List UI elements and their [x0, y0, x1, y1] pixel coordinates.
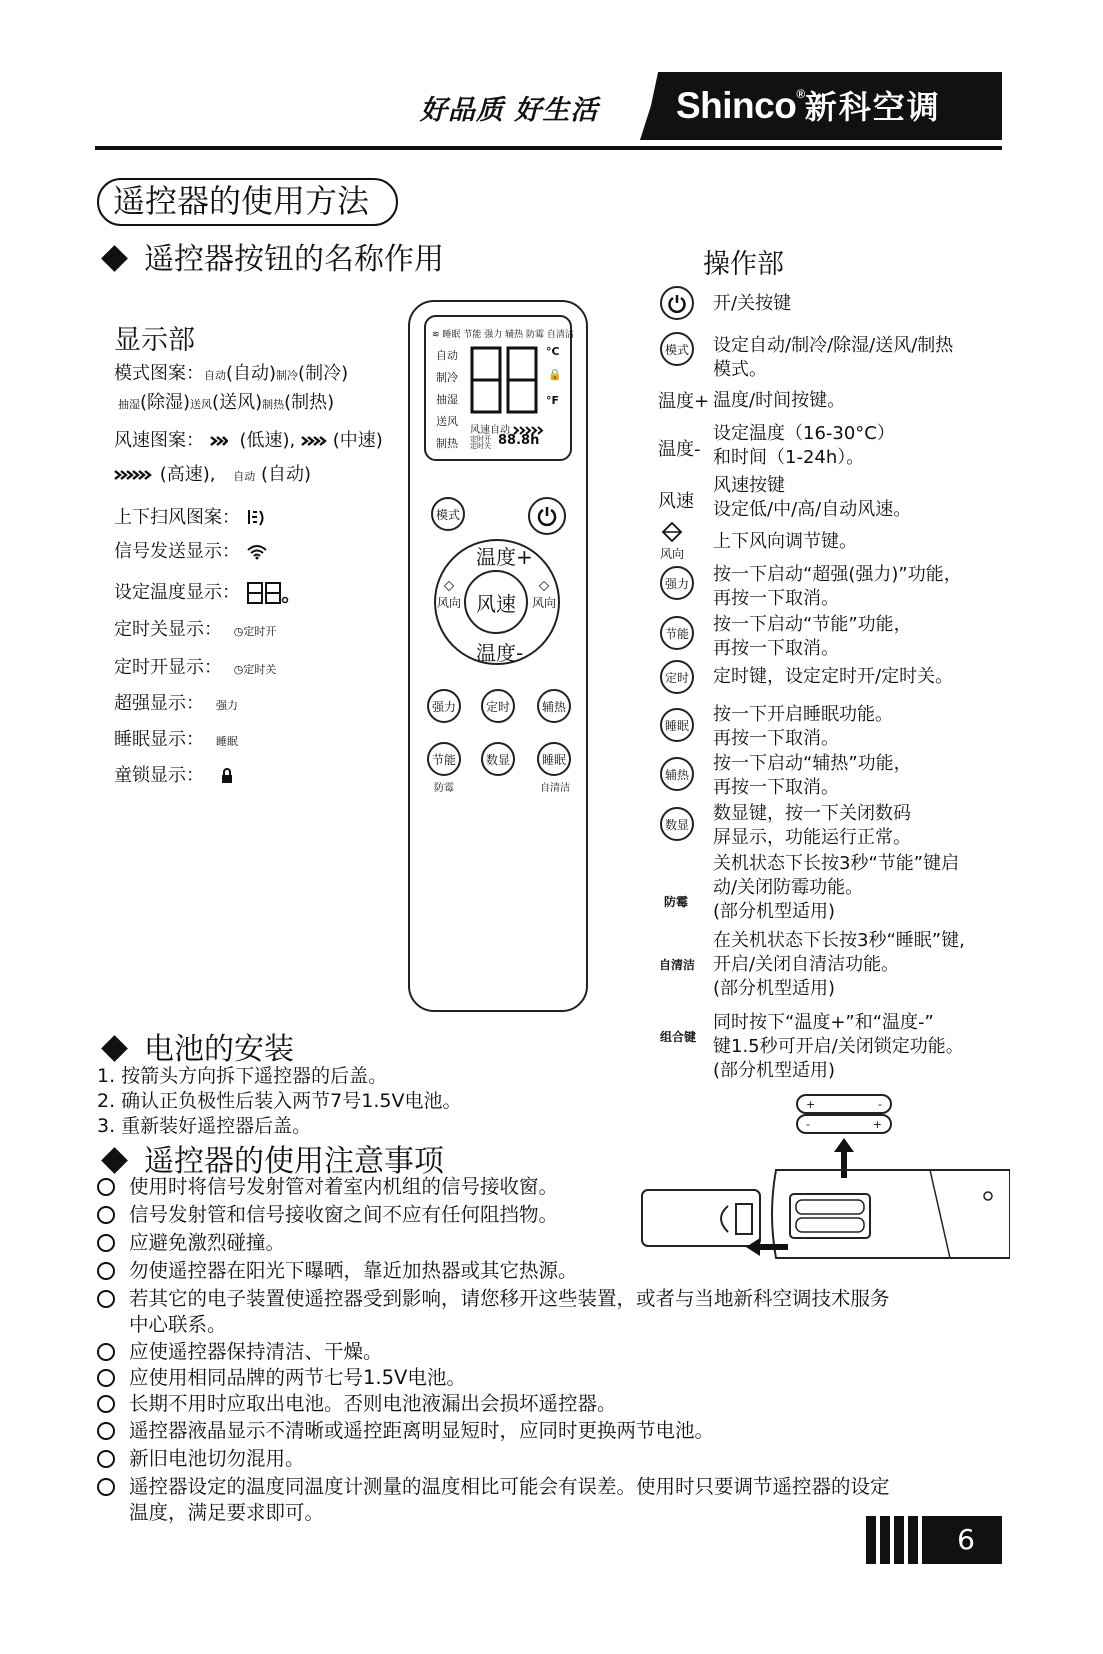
timer-button[interactable]: 定时: [481, 689, 515, 723]
power-icon: [536, 505, 558, 527]
note-item: 遥控器液晶显示不清晰或遥控距离明显短时，应同时更换两节电池。: [97, 1418, 714, 1444]
op-temp-up-text: 温度/时间按键。: [713, 390, 846, 411]
temperature-digits-icon: [246, 580, 290, 606]
circle-bullet-icon: [97, 1450, 115, 1468]
header-divider: [95, 146, 1002, 150]
arrow-left-icon: [744, 1236, 790, 1258]
wifi-signal-icon: [246, 544, 268, 560]
diamond-bullet-icon: [101, 245, 128, 272]
notes-heading: 遥控器的使用注意事项: [97, 1136, 444, 1180]
op-mode-text: 设定自动/制冷/除湿/送风/制热 模式。: [713, 335, 954, 380]
lcd-time: 88.8h: [498, 433, 540, 448]
header-slogan: 好品质 好生活: [420, 95, 599, 126]
diamond-bullet-icon: [101, 1035, 128, 1062]
sleep-legend: 睡眠显示： 睡眠: [114, 729, 238, 750]
eco-button[interactable]: 节能: [427, 742, 461, 776]
fan-mid-icon: [301, 435, 327, 447]
op-swing-key: 风向: [660, 522, 684, 562]
lcd-fahrenheit: °F: [546, 394, 560, 407]
op-display-text: 数显键，按一下关闭数码 屏显示，功能运行正常。: [713, 803, 911, 848]
lcd-timer-labels: 定时开 定时关: [470, 435, 491, 450]
circle-bullet-icon: [97, 1178, 115, 1196]
battery-top: + -: [796, 1094, 892, 1114]
note-item: 应使用相同品牌的两节七号1.5V电池。: [97, 1365, 466, 1391]
turbo-legend: 超强显示： 强力: [114, 693, 238, 714]
circle-bullet-icon: [97, 1262, 115, 1280]
op-mildew-text: 关机状态下长按3秒“节能”键启 动/关闭防霉功能。 (部分机型适用): [713, 853, 960, 922]
battery-step-2: 2. 确认正负极性后装入两节7号1.5V电池。: [97, 1090, 462, 1112]
eco-button-sublabel: 防霉: [434, 783, 454, 794]
op-selfclean-key: 自清洁: [659, 958, 696, 972]
fan-speed-button[interactable]: 风速: [464, 570, 528, 634]
temp-down-button[interactable]: 温度-: [476, 641, 524, 665]
op-temp-down-key: 温度-: [658, 439, 701, 460]
fan-legend-line1: 风速图案： (低速), (中速): [114, 430, 383, 451]
op-eco-text: 按一下启动“节能”功能， 再按一下取消。: [713, 614, 912, 659]
note-item: 遥控器设定的温度同温度计测量的温度相比可能会有误差。使用时只要调节遥控器的设定 温度，满足要求即可。: [97, 1474, 890, 1526]
timer-on-icon-label: 定时关: [243, 663, 277, 676]
op-swing-text: 上下风向调节键。: [713, 531, 857, 552]
timer-on-legend: 定时开显示： ◷定时关: [114, 657, 277, 678]
op-timer-text: 定时键，设定定时开/定时关。: [713, 666, 954, 687]
aux-heat-button[interactable]: 辅热: [537, 689, 571, 723]
circle-bullet-icon: [97, 1422, 115, 1440]
op-temp-up-key: 温度+: [658, 391, 710, 412]
lcd-celsius: °C: [546, 345, 560, 358]
note-item: 勿使遥控器在阳光下曝晒，靠近加热器或其它热源。: [97, 1258, 578, 1284]
fan-low-icon: [210, 435, 228, 447]
op-fan-text: 风速按键 设定低/中/高/自动风速。: [713, 475, 912, 520]
circle-bullet-icon: [97, 1343, 115, 1361]
signal-legend: 信号发送显示：: [114, 542, 268, 562]
temp-legend: 设定温度显示：: [114, 580, 290, 606]
fan-high-icon: [114, 469, 154, 481]
op-power-text: 开/关按键: [713, 293, 792, 314]
swing-icon: [246, 508, 268, 528]
timer-off-icon-label: 定时开: [243, 625, 277, 638]
power-icon: [667, 293, 687, 313]
lcd-status-row: ≋ 睡眠 节能 强力 辅热 防霉 自清洁: [432, 330, 574, 340]
battery-heading: 电池的安装: [97, 1024, 294, 1068]
brand-logo: Shinco®新科空调: [676, 85, 941, 126]
op-turbo-icon: 强力: [660, 566, 694, 600]
note-item: 信号发射管和信号接收窗之间不应有任何阻挡物。: [97, 1202, 558, 1228]
page-title: 遥控器的使用方法: [97, 178, 398, 226]
swing-right-button[interactable]: ⬦ 风向: [532, 576, 557, 610]
battery-bottom: - +: [796, 1114, 892, 1134]
circle-bullet-icon: [97, 1290, 115, 1308]
timer-off-legend: 定时关显示： ◷定时开: [114, 619, 277, 640]
op-display-icon: 数显: [660, 807, 694, 841]
battery-step-3: 3. 重新装好遥控器后盖。: [97, 1115, 312, 1137]
circle-bullet-icon: [97, 1206, 115, 1224]
battery-step-1: 1. 按箭头方向拆下遥控器的后盖。: [97, 1065, 388, 1087]
op-temp-down-text: 设定温度（16-30°C） 和时间（1-24h）。: [713, 423, 895, 468]
turbo-button[interactable]: 强力: [427, 689, 461, 723]
op-mildew-key: 防霉: [664, 895, 689, 909]
op-combo-text: 同时按下“温度+”和“温度-” 键1.5秒可开启/关闭锁定功能。 (部分机型适用): [713, 1012, 964, 1081]
sleep-button[interactable]: 睡眠: [537, 742, 571, 776]
note-item: 应使遥控器保持清洁、干燥。: [97, 1339, 383, 1365]
display-part-title: 显示部: [114, 325, 195, 356]
sleep-button-sublabel: 自清洁: [540, 783, 570, 794]
mode-legend-line2: 抽湿(除湿)送风(送风)制热(制热): [118, 392, 335, 413]
display-button[interactable]: 数显: [481, 742, 515, 776]
circle-bullet-icon: [97, 1234, 115, 1252]
fan-legend-line2: (高速), 自动 (自动): [114, 465, 311, 487]
swing-left-button[interactable]: ⬦ 风向: [437, 576, 462, 610]
remote-back-cover-drawing: [640, 1166, 1010, 1262]
circle-bullet-icon: [97, 1395, 115, 1413]
note-item: 使用时将信号发射管对着室内机组的信号接收窗。: [97, 1174, 558, 1200]
diamond-bullet-icon: [101, 1147, 128, 1174]
circle-bullet-icon: [97, 1478, 115, 1496]
note-item: 长期不用时应取出电池。否则电池液漏出会损坏遥控器。: [97, 1391, 617, 1417]
op-mode-icon: 模式: [660, 332, 694, 366]
op-turbo-text: 按一下启动“超强(强力)”功能， 再按一下取消。: [713, 564, 962, 609]
lcd-digits: [470, 346, 542, 416]
mode-legend-line1: 模式图案：自动(自动)制冷(制冷): [114, 363, 349, 384]
swing-legend: 上下扫风图案：: [114, 508, 268, 528]
section-buttons-heading: 遥控器按钮的名称作用: [97, 234, 444, 278]
op-heat-text: 按一下启动“辅热”功能， 再按一下取消。: [713, 753, 912, 798]
mode-button[interactable]: 模式: [431, 497, 465, 531]
note-item: 新旧电池切勿混用。: [97, 1446, 305, 1472]
circle-bullet-icon: [97, 1369, 115, 1387]
note-item: 若其它的电子装置使遥控器受到影响，请您移开这些装置，或者与当地新科空调技术服务 中心联系。: [97, 1286, 890, 1338]
note-item: 应避免激烈碰撞。: [97, 1230, 285, 1256]
op-selfclean-text: 在关机状态下长按3秒“睡眠”键, 开启/关闭自清洁功能。 (部分机型适用): [713, 930, 965, 999]
op-eco-icon: 节能: [660, 616, 694, 650]
op-power-icon: [660, 286, 694, 320]
op-timer-icon: 定时: [660, 660, 694, 694]
operation-part-title: 操作部: [703, 249, 784, 280]
op-fan-key: 风速: [658, 491, 694, 512]
op-heat-icon: 辅热: [660, 757, 694, 791]
power-button[interactable]: [528, 497, 566, 535]
lcd-fan-row: 风速自动: [470, 421, 547, 436]
lock-icon: [220, 768, 234, 784]
lcd-lock-icon: 🔒: [548, 368, 562, 381]
op-sleep-icon: 睡眠: [660, 708, 694, 742]
op-sleep-text: 按一下开启睡眠功能。 再按一下取消。: [713, 704, 893, 749]
page-number: 6: [930, 1516, 1002, 1564]
lcd-mode-column: 自动 制冷 抽湿 送风 制热: [436, 349, 458, 450]
swing-direction-icon: [661, 522, 683, 542]
lock-legend: 童锁显示：: [114, 766, 234, 786]
op-combo-key: 组合键: [660, 1030, 697, 1044]
temp-up-button[interactable]: 温度+: [476, 545, 533, 569]
page-number-decoration: [866, 1516, 930, 1564]
